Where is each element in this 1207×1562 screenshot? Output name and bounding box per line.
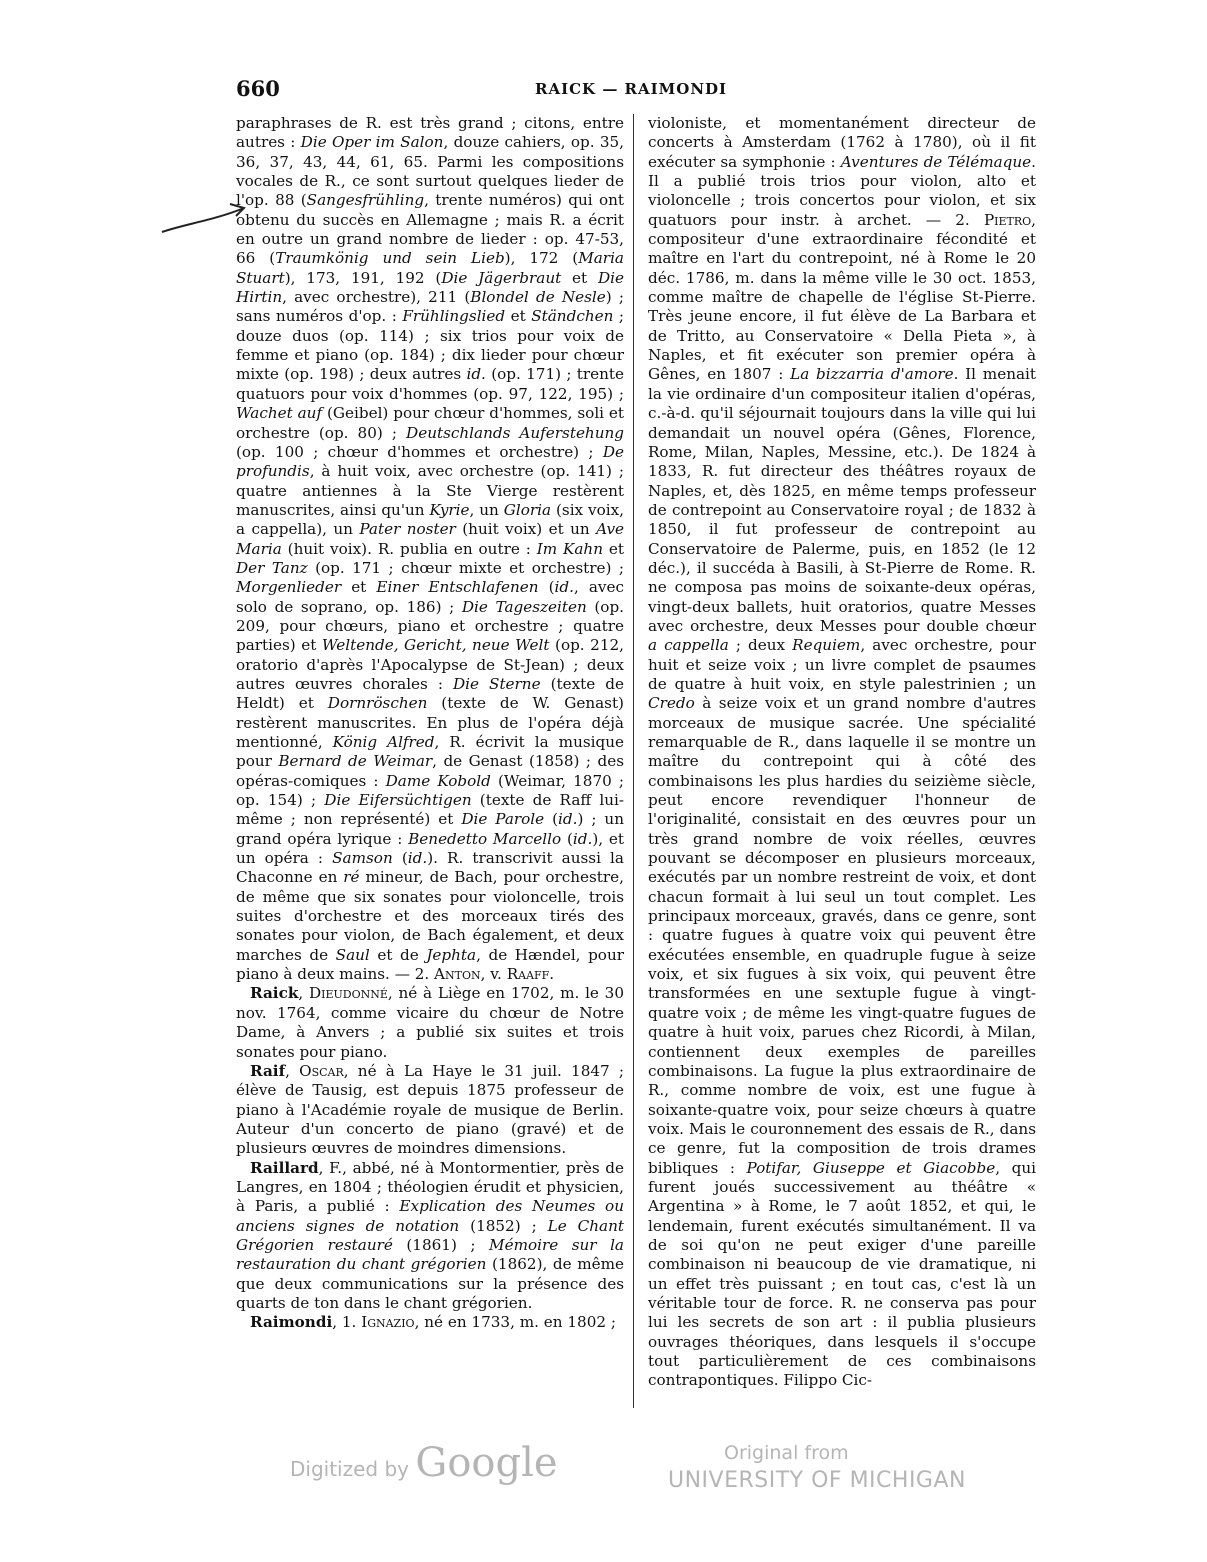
original-from-watermark: Original from bbox=[724, 1442, 849, 1464]
page-number: 660 bbox=[236, 76, 280, 101]
dictionary-entry: Raimondi, 1. Ignazio, né en 1733, m. en 1802 ; bbox=[250, 1313, 616, 1332]
university-watermark: UNIVERSITY OF MICHIGAN bbox=[668, 1468, 966, 1493]
dictionary-entry: Raif, Oscar, né à La Haye le 31 juil. 1847 ; élève de Tausig, est depuis 1875 professeur de piano à l'Académie royale de musique de Berlin. Auteur d'un concerto de piano (gravé) et de plusieurs œuvres de moindres dimensions. bbox=[236, 1061, 624, 1158]
handwritten-margin-mark bbox=[160, 194, 250, 238]
digitized-by-watermark bbox=[290, 1440, 558, 1486]
running-head: RAICK — RAIMONDI bbox=[535, 80, 728, 98]
column-divider bbox=[633, 114, 634, 1408]
dictionary-entry: Raick, Dieudonné, né à Liège en 1702, m. le 30 nov. 1764, comme vicaire du chœur de Notre Dame, à Anvers ; a publié six suites et trois sonates pour piano. bbox=[236, 984, 625, 1061]
continued-text: violoniste, et momentanément directeur de concerts à Amsterdam (1762 à 1780), où il fit exécuter sa symphonie : Aventures de Télémaque. Il a publié trois trios pour violon, alto et violoncelle ; trois concertos pour violon, et six quatuors pour instr. à archet. — 2. Pietro, compositeur d'une extraordinaire fécondité et maître en l'art du contrepoint, né à Rome le 20 déc. 1786, m. dans la même ville le 30 oct. 1853, comme maître de chapelle de l'église St-Pierre. Très jeune encore, il fut élève de La Barbara et de Tritto, au Conservatoire « Della Pieta », à Naples, et fit exécuter son premier opéra à Gênes, en 1807 : La bizzarria d'amore. Il menait la vie ordinaire d'un compositeur italien d'opéras, c.-à-d. qu'il séjournait toujours dans la ville qui lui demandait un nouvel opéra (Gênes, Florence, Rome, Milan, Naples, Messine, etc.). De 1824 à 1833, R. fut directeur des théâtres royaux de Naples, et, dès 1825, en même temps professeur de contrepoint au Conservatoire royal ; de 1832 à 1850, il fut professeur de contrepoint au Conservatoire de Palerme, puis, en 1852 (le 12 déc.), il succéda à Basili, à St-Pierre de Rome. R. ne composa pas moins de soixante-deux opéras, vingt-deux ballets, huit oratorios, quatre Messes avec orchestre, deux Messes pour double chœur a cappella ; deux Requiem, avec orchestre, pour huit et seize voix ; un livre complet de psaumes de quatre à huit voix, en style palestrinien ; un Credo à seize voix et un grand nombre d'autres morceaux de musique sacrée. Une spécialité remarquable de R., dans laquelle il se montre un maître du contrepoint qui à côté des combinaisons les plus hardies du seizième siècle, peut encore revendiquer l'honneur de l'originalité, consistait en des œuvres pour un très grand nombre de voix réelles, œuvres pouvant se décomposer en plusieurs morceaux, exécutés par un nombre restreint de voix, et dont chacun formait à lui seul un tout complet. Les principaux morceaux, gravés, dans ce genre, sont : quatre fugues à quatre voix qui peuvent être exécutées ensemble, en quadruple fugue à seize voix, et six fugues à six voix, qui peuvent être transformées en une sextuple fugue à vingt-quatre voix ; de même les vingt-quatre fugues de quatre à huit voix, parues chez Ricordi, à Milan, contiennent deux exemples de pareilles combinaisons. La fugue la plus extraordinaire de R., comme nombre de voix, est une fugue à soixante-quatre voix, pour seize chœurs à quatre voix. Mais le couronnement des essais de R., dans ce genre, fut la composition de trois drames bibliques : Potifar, Giuseppe et Giacobbe, qui furent joués successivement au théâtre « Argentina » à Rome, le 7 août 1852, et qui, le lendemain, furent exécutés simultanément. Il va de soi qu'on ne peut exiger d'une pareille combinaison ni beaucoup de vie dramatique, ni un effet très puissant ; en tout cas, c'est là un véritable tour de force. R. ne conserva pas pour lui les secrets de son art : il publia plusieurs ouvrages théoriques, dans lesquels il s'occupe tout particulièrement de ces combinaisons contrapontiques. Filippo Cic- bbox=[648, 114, 1036, 1390]
google-logo: Google bbox=[415, 1440, 558, 1486]
digitized-by-text: Digitized by bbox=[290, 1457, 409, 1481]
dictionary-entry: Raillard, F., abbé, né à Montormentier, près de Langres, en 1804 ; théologien érudit et physicien, à Paris, a publié : Explication des Neumes ou anciens signes de notation (1852) ; Le Chant Grégorien restauré (1861) ; Mémoire sur la restauration du chant grégorien (1862), de même que deux communications sur la présence des quarts de ton dans le chant grégorien. bbox=[236, 1158, 624, 1312]
right-column bbox=[648, 114, 1036, 1391]
continued-text: paraphrases de R. est très grand ; citons, entre autres : Die Oper im Salon, douze cahiers, op. 35, 36, 37, 43, 44, 61, 65. Parmi les compositions vocales de R., ce sont surtout quelques lieder de l'op. 88 (Sangesfrühling, trente numéros) qui ont obtenu du succès en Allemagne ; mais R. a écrit en outre un grand nombre de lieder : op. 47-53, 66 (Traumkönig und sein Lieb), 172 (Maria Stuart), 173, 191, 192 (Die Jägerbraut et Die Hirtin, avec orchestre), 211 (Blondel de Nesle) ; sans numéros d'op. : Frühlingslied et Ständchen ; douze duos (op. 114) ; six trios pour voix de femme et piano (op. 184) ; dix lieder pour chœur mixte (op. 198) ; deux autres id. (op. 171) ; trente quatuors pour voix d'hommes (op. 97, 122, 195) ; Wachet auf (Geibel) pour chœur d'hommes, soli et orchestre (op. 80) ; Deutschlands Auferstehung (op. 100 ; chœur d'hommes et orchestre) ; De profundis, à huit voix, avec orchestre (op. 141) ; quatre antiennes à la Ste Vierge restèrent manuscrites, ainsi qu'un Kyrie, un Gloria (six voix, a cappella), un Pater noster (huit voix) et un Ave Maria (huit voix). R. publia en outre : Im Kahn et Der Tanz (op. 171 ; chœur mixte et orchestre) ; Morgenlieder et Einer Entschlafenen (id., avec solo de soprano, op. 186) ; Die Tageszeiten (op. 209, pour chœurs, piano et orchestre ; quatre parties) et Weltende, Gericht, neue Welt (op. 212, oratorio d'après l'Apocalypse de St-Jean) ; deux autres œuvres chorales : Die Sterne (texte de Heldt) et Dornröschen (texte de W. Genast) restèrent manuscrites. En plus de l'opéra déjà mentionné, König Alfred, R. écrivit la musique pour Bernard de Weimar, de Genast (1858) ; des opéras-comiques : Dame Kobold (Weimar, 1870 ; op. 154) ; Die Eifersüchtigen (texte de Raff lui-même ; non représenté) et Die Parole (id.) ; un grand opéra lyrique : Benedetto Marcello (id.), et un opéra : Samson (id.). R. transcrivit aussi la Chaconne en ré mineur, de Bach, pour orchestre, de même que six sonates pour violoncelle, trois suites d'orchestre et des morceaux tirés des sonates pour violon, de Bach également, et deux marches de Saul et de Jephta, de Hændel, pour piano à deux mains. — 2. Anton, v. Raaff. bbox=[236, 114, 625, 984]
left-column bbox=[236, 114, 624, 1333]
